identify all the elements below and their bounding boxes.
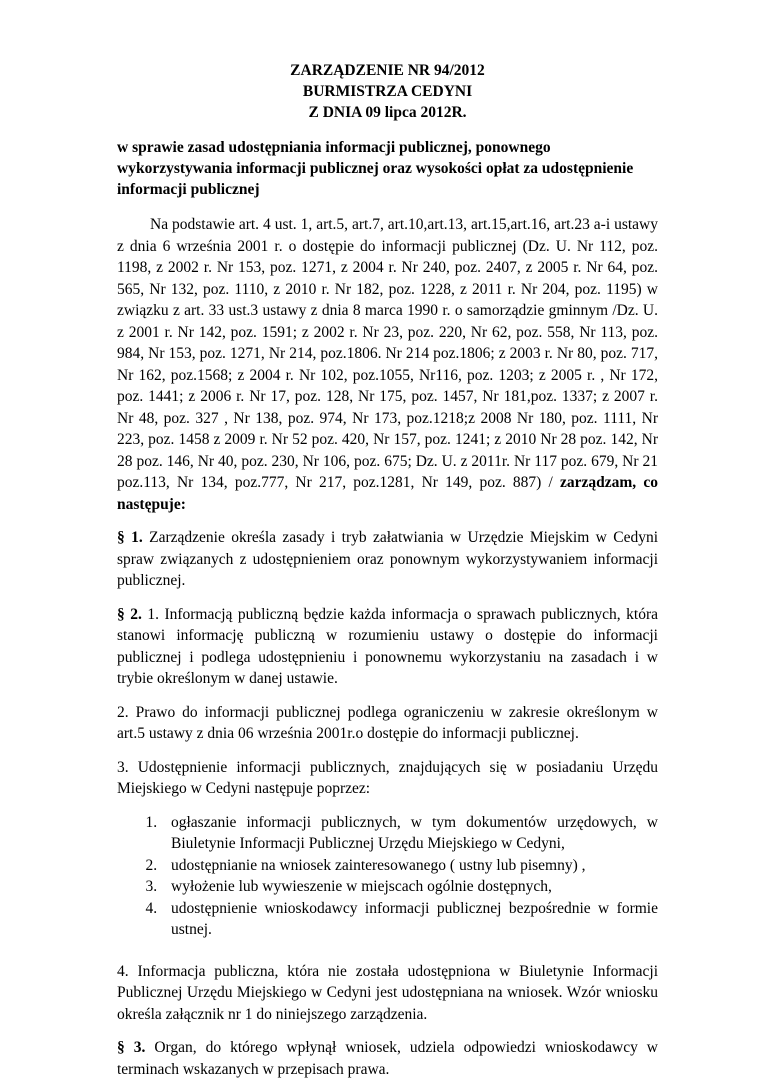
section-2-paragraph-2: 2. Prawo do informacji publicznej podlega ograniczeniu w zakresie określonym w art.5 ustawy z dnia 06 września 2001r.o dostępie do informacji publicznej. [117, 703, 658, 742]
document-header [117, 60, 658, 123]
section-3-mark: § 3. [117, 1039, 146, 1056]
header-date: Z DNIA 09 lipca 2012R. [308, 104, 467, 121]
section-3 [117, 1037, 658, 1080]
document-subject: w sprawie zasad udostępniania informacji publicznej, ponownego wykorzystywania informacji publicznej oraz wysokości opłat za udostępnienie informacji publicznej [117, 139, 634, 198]
preamble-decision: zarządzam, co następuje: [117, 474, 658, 513]
section-1-text: Zarządzenie określa zasady i tryb załatwiania w Urzędzie Miejskim w Cedyni spraw związanych z udostępnieniem oraz ponownym wykorzystywaniem informacji publicznej. [117, 529, 659, 589]
section-2-paragraph-3: 3. Udostępnienie informacji publicznych, znajdujących się w posiadaniu Urzędu Miejskiego w Cedyni następuje poprzez: [117, 758, 658, 797]
header-title: ZARZĄDZENIE NR 94/2012 [290, 62, 485, 79]
section-1 [117, 527, 658, 592]
list-item: 3. wyłożenie lub wywieszenie w miejscach ogólnie dostępnych, [161, 876, 658, 898]
section-2-p1-text: . Informacją publiczną będzie każda informacja o sprawach publicznych, która stanowi informację publiczną w rozumieniu ustawy o dostępie do informacji publicznej i podlega udostępnieniu i ponownemu wykorzystaniu na zasadach i w trybie określonym w danej ustawie. [117, 605, 658, 687]
preamble-text: Na podstawie art. 4 ust. 1, art.5, art.7, art.10,art.13, art.15,art.16, art.23 a-i ustawy z dnia 6 września 2001 r. o dostępie do informacji publicznej (Dz. U. Nr 112, poz. 1198, z 2002 r. Nr 153, poz. 1271, z 2004 r. Nr 240, poz. 2407, z 2005 r. Nr 64, poz. 565, Nr 132, poz. 1110, z 2010 r. Nr 182, poz. 1228, z 2011 r. Nr 204, poz. 1195) w związku z art. 33 ust.3 ustawy z dnia 8 marca 1990 r. o samorządzie gminnym /Dz. U. z 2001 r. Nr 142, poz. 1591; z 2002 r. Nr 23, poz. 220, Nr 62, poz. 558, Nr 113, poz. 984, Nr 153, poz. 1271, Nr 214, poz.1806. Nr 214 poz.1806; z 2003 r. Nr 80, poz. 717, Nr 162, poz.1568; z 2004 r. Nr 102, poz.1055, Nr116, poz. 1203; z 2005 r. , Nr 172, poz. 1441; z 2006 r. Nr 17, poz. 128, Nr 175, poz. 1457, Nr 181,poz. 1337; z 2007 r. Nr 48, poz. 327 , Nr 138, poz. 974, Nr 173, poz.1218;z 2008 Nr 180, poz. 1111, Nr 223, poz. 1458 z 2009 r. Nr 52 poz. 420, Nr 157, poz. 1241; z 2010 Nr 28 poz. 142, Nr 28 poz. 146, Nr 40, poz. 230, Nr 106, poz. 675; Dz. U. z 2011r. Nr 117 poz. 679, Nr 21 poz.113, Nr 134, poz.777, Nr 217, poz.1281, Nr 149, poz. 887) / [117, 216, 658, 491]
disclosure-methods-list [117, 812, 658, 941]
section-2-paragraph-4: 4. Informacja publiczna, która nie została udostępniona w Biuletynie Informacji Publicznej Urzędu Miejskiego w Cedyni jest udostępniana na wniosek. Wzór wniosku określa załącznik nr 1 do niniejszego zarządzenia. [117, 962, 658, 1023]
section-2-mark: § 2. [117, 605, 142, 623]
list-item: 1. ogłaszanie informacji publicznych, w tym dokumentów urzędowych, w Biuletynie Informacji Publicznej Urzędu Miejskiego w Cedyni, [161, 812, 658, 855]
list-item: 4. udostępnienie wnioskodawcy informacji publicznej bezpośrednie w formie ustnej. [161, 898, 658, 941]
section-2-p1-number: 1 [141, 605, 156, 623]
header-issuer: BURMISTRZA CEDYNI [302, 83, 473, 100]
section-2-paragraph-1 [117, 604, 658, 690]
list-item: 2. udostępnianie na wniosek zainteresowanego ( ustny lub pisemny) , [161, 855, 658, 877]
section-3-text: Organ, do którego wpłynął wniosek, udziela odpowiedzi wnioskodawcy w terminach wskazanych w przepisach prawa. [117, 1039, 659, 1078]
section-1-mark: § 1. [117, 529, 143, 546]
preamble [117, 214, 658, 515]
